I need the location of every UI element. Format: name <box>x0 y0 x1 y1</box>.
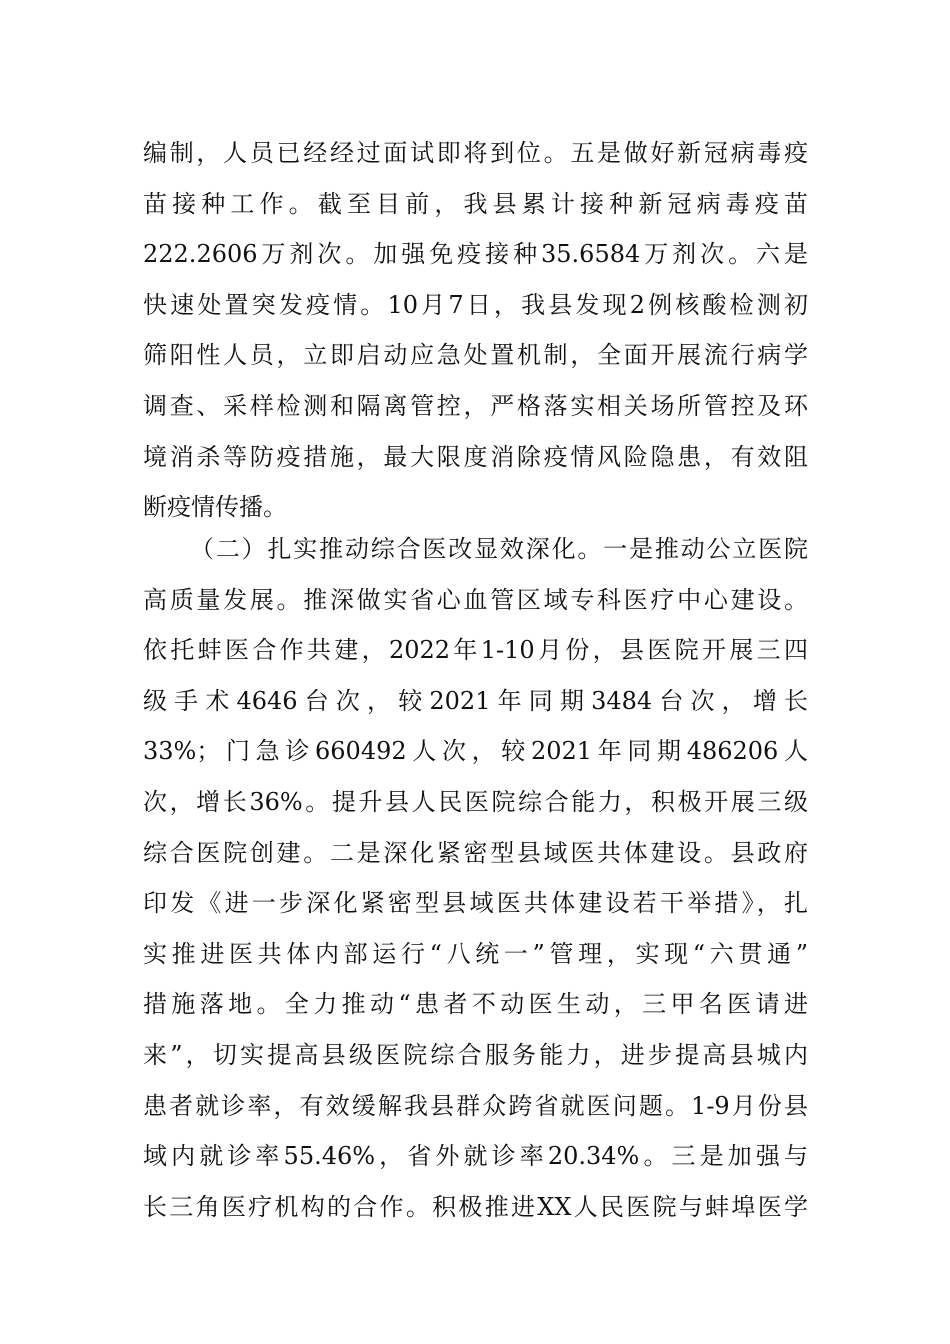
text-line: 实推进医共体内部运行“八统一”管理，实现“六贯通” <box>143 939 808 968</box>
text-line: 措施落地。全力推动“患者不动医生动，三甲名医请进 <box>143 990 808 1019</box>
text-line: 33%；门急诊660492人次，较2021年同期486206人 <box>143 737 808 766</box>
text-line: 调查、采样检测和隔离管控，严格落实相关场所管控及环 <box>143 391 808 420</box>
text-line: 高质量发展。推深做实省心血管区域专科医疗中心建设。 <box>143 585 808 614</box>
text-line: 综合医院创建。二是深化紧密型县域医共体建设。县政府 <box>143 838 808 867</box>
text-line: 断疫情传播。 <box>143 493 287 522</box>
text-line: 快速处置突发疫情。10月7日，我县发现2例核酸检测初 <box>143 290 808 319</box>
text-line: 222.2606万剂次。加强免疫接种35.6584万剂次。六是 <box>143 240 808 269</box>
text-line: 患者就诊率，有效缓解我县群众跨省就医问题。1-9月份县 <box>143 1091 808 1120</box>
text-line: 级手术4646台次，较2021年同期3484台次，增长 <box>143 686 808 715</box>
text-line: 来”，切实提高县级医院综合服务能力，进步提高县城内 <box>143 1040 808 1069</box>
text-line: 域内就诊率55.46%，省外就诊率20.34%。三是加强与 <box>143 1142 808 1171</box>
text-line: 次，增长36%。提升县人民医院综合能力，积极开展三级 <box>143 787 808 816</box>
text-line: 苗接种工作。截至目前，我县累计接种新冠病毒疫苗 <box>143 189 808 218</box>
text-line: 依托蚌医合作共建，2022年1-10月份，县医院开展三四 <box>143 636 808 665</box>
text-line: 筛阳性人员，立即启动应急处置机制，全面开展流行病学 <box>143 341 808 370</box>
paragraph-continuation <box>143 128 808 533</box>
text-line: 编制，人员已经经过面试即将到位。五是做好新冠病毒疫 <box>143 139 808 167</box>
paragraph-section-2 <box>143 524 808 1232</box>
text-line: 境消杀等防疫措施，最大限度消除疫情风险隐患，有效阻 <box>143 442 808 471</box>
text-line: 长三角医疗机构的合作。积极推进XX人民医院与蚌埠医学 <box>143 1192 808 1221</box>
text-line: 印发《进一步深化紧密型县域医共体建设若干举措》，扎 <box>143 889 808 918</box>
section-heading-line: （二）扎实推动综合医改显效深化。一是推动公立医院 <box>190 535 808 563</box>
